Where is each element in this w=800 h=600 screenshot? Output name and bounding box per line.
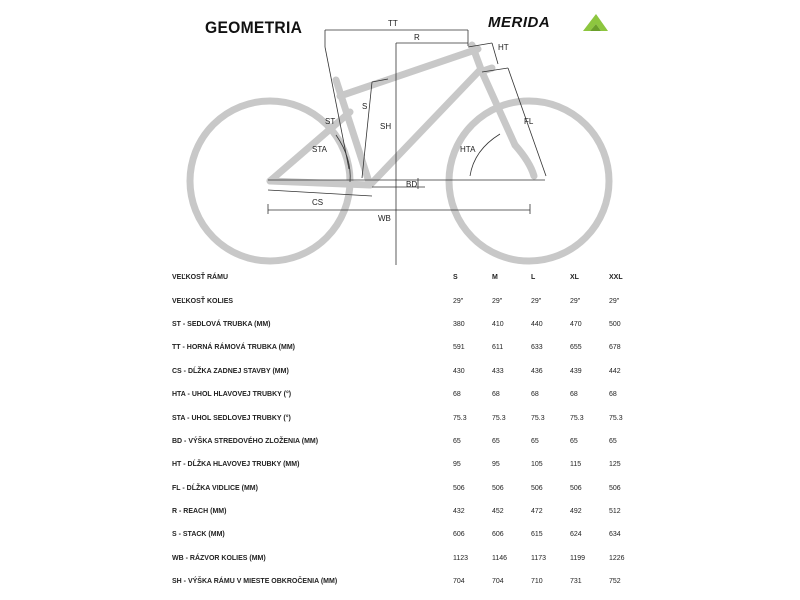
table-row <box>172 336 639 359</box>
row-label: S - STACK (MM) <box>172 531 225 539</box>
row-value: 500 <box>609 320 621 328</box>
row-value: 1199 <box>570 554 586 562</box>
brand-logo-text: MERIDA <box>488 14 551 31</box>
row-value: 615 <box>531 531 543 539</box>
row-label: ST - SEDLOVÁ TRUBKA (MM) <box>172 320 271 328</box>
row-label: VEĽKOSŤ KOLIES <box>172 297 234 305</box>
row-value: 506 <box>453 484 465 492</box>
row-value: 410 <box>492 320 504 328</box>
table-row <box>172 360 639 383</box>
row-value: 710 <box>531 578 543 586</box>
table-row <box>172 547 639 570</box>
row-value: 492 <box>570 508 582 516</box>
row-value: 606 <box>453 531 465 539</box>
label-wb: WB <box>378 214 391 223</box>
row-value: 29" <box>570 297 581 305</box>
header-frame-size: VEĽKOSŤ RÁMU <box>172 274 228 282</box>
row-value: 68 <box>492 391 500 399</box>
row-label: HTA - UHOL HLAVOVEJ TRUBKY (°) <box>172 391 292 399</box>
row-value: 606 <box>492 531 504 539</box>
row-value: 442 <box>609 367 621 375</box>
row-value: 430 <box>453 367 465 375</box>
row-value: 65 <box>453 437 461 445</box>
row-value: 68 <box>531 391 539 399</box>
row-value: 452 <box>492 508 504 516</box>
row-value: 75.3 <box>453 414 467 422</box>
row-value: 506 <box>570 484 582 492</box>
label-cs: CS <box>312 198 324 207</box>
label-hta: HTA <box>460 145 476 154</box>
row-value: 68 <box>453 391 461 399</box>
table-row <box>172 406 639 429</box>
row-value: 65 <box>570 437 578 445</box>
row-value: 115 <box>570 461 582 469</box>
row-label: TT - HORNÁ RÁMOVÁ TRUBKA (MM) <box>172 344 295 352</box>
table-header-row <box>172 266 639 289</box>
row-value: 75.3 <box>570 414 584 422</box>
row-label: HT - DĹŽKA HLAVOVEJ TRUBKY (MM) <box>172 461 300 469</box>
label-st: ST <box>325 117 336 126</box>
label-bd: BD <box>406 180 418 189</box>
row-value: 95 <box>453 461 461 469</box>
header-size-xl: XL <box>570 274 579 282</box>
row-value: 29" <box>609 297 620 305</box>
row-value: 1123 <box>453 554 469 562</box>
row-label: BD - VÝŠKA STREDOVÉHO ZLOŽENIA (MM) <box>172 437 319 445</box>
row-value: 75.3 <box>609 414 623 422</box>
row-value: 29" <box>531 297 542 305</box>
label-s: S <box>362 102 368 111</box>
row-value: 633 <box>531 344 543 352</box>
row-value: 634 <box>609 531 621 539</box>
row-value: 624 <box>570 531 582 539</box>
row-value: 752 <box>609 578 621 586</box>
geometry-table <box>172 266 639 593</box>
row-value: 611 <box>492 344 504 352</box>
row-value: 472 <box>531 508 543 516</box>
row-value: 1173 <box>531 554 547 562</box>
row-value: 506 <box>531 484 543 492</box>
table-row <box>172 289 639 312</box>
row-value: 436 <box>531 367 543 375</box>
row-value: 105 <box>531 461 543 469</box>
row-value: 432 <box>453 508 465 516</box>
row-value: 65 <box>609 437 617 445</box>
label-tt: TT <box>388 19 398 28</box>
row-value: 470 <box>570 320 582 328</box>
table-row <box>172 453 639 476</box>
label-fl: FL <box>524 117 534 126</box>
row-value: 655 <box>570 344 582 352</box>
row-value: 68 <box>570 391 578 399</box>
row-label: STA - UHOL SEDLOVEJ TRUBKY (°) <box>172 414 291 422</box>
row-value: 68 <box>609 391 617 399</box>
table-row <box>172 383 639 406</box>
row-value: 125 <box>609 461 621 469</box>
table-row <box>172 477 639 500</box>
row-value: 704 <box>453 578 465 586</box>
table-row <box>172 570 639 593</box>
header-size-m: M <box>492 274 498 282</box>
header-size-xxl: XXL <box>609 274 623 282</box>
row-value: 380 <box>453 320 465 328</box>
label-sh: SH <box>380 122 392 131</box>
row-value: 512 <box>609 508 621 516</box>
row-label: R - REACH (MM) <box>172 508 227 516</box>
row-value: 75.3 <box>531 414 545 422</box>
header-size-s: S <box>453 274 458 282</box>
row-label: CS - DĹŽKA ZADNEJ STAVBY (MM) <box>172 367 289 375</box>
table-row <box>172 313 639 336</box>
row-value: 591 <box>453 344 465 352</box>
row-value: 95 <box>492 461 500 469</box>
row-label: WB - RÁZVOR KOLIES (MM) <box>172 554 266 562</box>
row-value: 506 <box>492 484 504 492</box>
row-value: 506 <box>609 484 621 492</box>
label-r: R <box>414 33 420 42</box>
header-size-l: L <box>531 274 536 282</box>
row-value: 29" <box>492 297 503 305</box>
row-label: FL - DĹŽKA VIDLICE (MM) <box>172 484 258 492</box>
row-value: 29" <box>453 297 464 305</box>
row-value: 1146 <box>492 554 508 562</box>
row-value: 1226 <box>609 554 625 562</box>
row-value: 731 <box>570 578 582 586</box>
geometry-diagram <box>0 0 800 270</box>
row-value: 678 <box>609 344 621 352</box>
label-ht: HT <box>498 43 509 52</box>
row-value: 439 <box>570 367 582 375</box>
table-row <box>172 523 639 546</box>
row-value: 440 <box>531 320 543 328</box>
row-value: 75.3 <box>492 414 506 422</box>
row-label: SH - VÝŠKA RÁMU V MIESTE OBKROČENIA (MM) <box>172 578 338 586</box>
row-value: 704 <box>492 578 504 586</box>
table-row <box>172 430 639 453</box>
label-sta: STA <box>312 145 327 154</box>
page-title: GEOMETRIA <box>205 18 303 37</box>
row-value: 433 <box>492 367 504 375</box>
row-value: 65 <box>492 437 500 445</box>
table-row <box>172 500 639 523</box>
row-value: 65 <box>531 437 539 445</box>
